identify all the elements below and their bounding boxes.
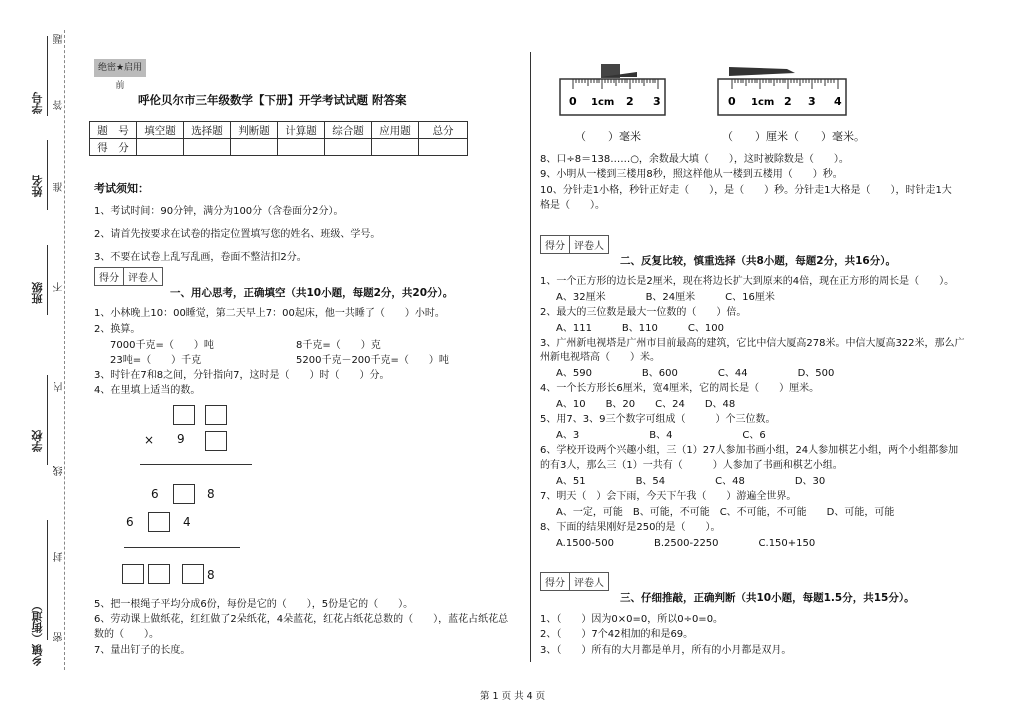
page-footer: 第 1 页 共 4 页 <box>480 691 546 702</box>
question: 8、口÷8＝138……○，余数最大填（ ），这时被除数是（ ）。 <box>540 154 849 165</box>
question: 2、换算。 <box>94 324 141 335</box>
question: 8、下面的结果刚好是250的是（ ）。 <box>540 522 721 533</box>
ruler-label: 2 <box>784 95 792 108</box>
nail <box>729 67 795 76</box>
question: 2、最大的三位数是最大一位数的（ ）倍。 <box>540 307 747 318</box>
question: 4、在里填上适当的数。 <box>94 385 201 396</box>
ruler-1 <box>560 64 665 115</box>
scorer-reviewer-label: 评卷人 <box>569 573 608 590</box>
class-blank <box>47 245 48 315</box>
ruler-answer: （ ）厘米（ ）毫米。 <box>722 130 865 143</box>
answer-box[interactable] <box>122 564 144 584</box>
ruler-label: 4 <box>834 95 842 108</box>
digit: 6 <box>151 487 159 501</box>
digit: 8 <box>207 568 215 582</box>
score-table <box>89 121 468 156</box>
scorer-reviewer-label: 评卷人 <box>123 268 162 285</box>
scorer-reviewer-label: 评卷人 <box>569 236 608 253</box>
confidential-stamp: 绝密★启用前 <box>94 59 146 77</box>
question: 7、量出钉子的长度。 <box>94 645 191 656</box>
choices: A.1500-500 B.2500-2250 C.150+150 <box>556 538 816 549</box>
scorer-score-label: 得分 <box>545 578 565 589</box>
question: 6、学校开设两个兴趣小组，三（1）27人参加书画小组，24人参加棋艺小组，两个小组都参加 <box>540 445 959 456</box>
answer-box[interactable] <box>182 564 204 584</box>
answer-box[interactable] <box>205 405 227 425</box>
score-input-cell[interactable] <box>184 139 231 156</box>
ruler-2 <box>718 67 846 115</box>
town-blank <box>47 520 48 640</box>
digit: 6 <box>126 515 134 529</box>
question: 4、一个长方形长6厘米，宽4厘米，它的周长是（ ）厘米。 <box>540 383 820 394</box>
score-cell: 计算题 <box>278 122 325 139</box>
choices: A、3 B、4 C、6 <box>556 430 766 441</box>
school-label: 学校 <box>31 430 44 452</box>
name-label: 姓名 <box>31 175 44 197</box>
ruler-label: 2 <box>626 95 634 108</box>
name-blank <box>47 140 48 210</box>
answer-box[interactable] <box>173 405 195 425</box>
answer-box[interactable] <box>173 484 195 504</box>
question-part: 7000千克=（ ）吨 <box>110 340 214 351</box>
ruler-label: 0 <box>728 95 736 108</box>
question-part: 8千克=（ ）克 <box>296 340 381 351</box>
score-cell: 总分 <box>419 122 468 139</box>
scorer-score-label: 得分 <box>545 241 565 252</box>
section2-title: 二、反复比较，慎重选择（共8小题，每题2分，共16分）。 <box>620 255 896 267</box>
digit: 9 <box>177 432 185 446</box>
question: 7、明天（ ）会下雨，今天下午我（ ）游遍全世界。 <box>540 491 797 502</box>
question-part: 23吨=（ ）千克 <box>110 355 202 366</box>
question: 5、用7、3、9三个数字可组成（ ）个三位数。 <box>540 414 776 425</box>
calc-line <box>140 464 252 465</box>
score-input-cell[interactable] <box>137 139 184 156</box>
question: 1、小林晚上10：00睡觉，第二天早上7：00起床，他一共睡了（ ）小时。 <box>94 308 445 319</box>
digit: 8 <box>207 487 215 501</box>
school-blank <box>47 375 48 465</box>
question: 3、广州新电视塔是广州市目前最高的建筑，它比中信大厦高278米。中信大厦高322米，那么广 <box>540 338 965 349</box>
ruler-answer: （ ）毫米 <box>575 130 641 143</box>
page-title: 呼伦贝尔市三年级数学【下册】开学考试试题 附答案 <box>138 93 407 107</box>
seal-char: 题 <box>54 34 65 44</box>
town-label: 乡镇（街道） <box>31 600 44 666</box>
seal-char: 线 <box>54 466 65 476</box>
question: 3、（ ）所有的大月都是单月，所有的小月都是双月。 <box>540 645 792 656</box>
answer-box[interactable] <box>148 512 170 532</box>
calc-line <box>124 547 240 548</box>
scorer-box <box>94 267 163 286</box>
answer-box[interactable] <box>205 431 227 451</box>
ruler-label: 1cm <box>751 97 775 108</box>
ruler-label: 1cm <box>591 97 615 108</box>
question: 州新电视塔高（ ）米。 <box>540 352 660 363</box>
binding-line <box>64 30 65 670</box>
question: 9、小明从一楼到三楼用8秒，照这样他从一楼到五楼用（ ）秒。 <box>540 169 843 180</box>
digit: 4 <box>183 515 191 529</box>
score-input-cell[interactable] <box>419 139 468 156</box>
rulers-figure <box>555 55 880 125</box>
question: 10、分针走1小格，秒针正好走（ ），是（ ）秒。分针走1大格是（ ），时针走1大 <box>540 185 952 196</box>
question: 2、（ ）7个42相加的和是69。 <box>540 629 694 640</box>
notice-item: 2、请首先按要求在试卷的指定位置填写您的姓名、班级、学号。 <box>94 229 381 240</box>
notice-item: 3、不要在试卷上乱写乱画，卷面不整洁扣2分。 <box>94 252 307 263</box>
seal-char: 不 <box>54 282 65 292</box>
notice-title: 考试须知： <box>94 182 149 195</box>
notice-item: 1、考试时间：90分钟，满分为100分（含卷面分2分）。 <box>94 206 344 217</box>
scorer-box <box>540 572 609 591</box>
question: 格是（ ）。 <box>540 200 605 211</box>
score-cell: 综合题 <box>325 122 372 139</box>
choices: A、51 B、54 C、48 D、30 <box>556 476 826 487</box>
score-cell: 题 号 <box>90 122 137 139</box>
scorer-score-label: 得分 <box>99 273 119 284</box>
seal-char: 答 <box>54 100 65 110</box>
seal-char: 密 <box>54 632 65 642</box>
student-id-label: 学号 <box>31 92 44 114</box>
choices: A、590 B、600 C、44 D、500 <box>556 368 835 379</box>
score-table-header-row <box>90 122 468 139</box>
student-id-blank <box>47 36 48 116</box>
question-part: 5200千克－200千克=（ ）吨 <box>296 355 449 366</box>
score-cell: 填空题 <box>137 122 184 139</box>
class-label: 班级 <box>31 282 44 304</box>
section3-title: 三、仔细推敲，正确判断（共10小题，每题1.5分，共15分）。 <box>620 592 915 604</box>
question: 6、劳动课上做纸花，红红做了2朵纸花，4朵蓝花，红花占纸花总数的（ ），蓝花占纸花总 <box>94 614 509 625</box>
ruler-label: 3 <box>808 95 816 108</box>
choices: A、32厘米 B、24厘米 C、16厘米 <box>556 292 775 303</box>
question: 3、时针在7和8之间，分针指向7，这时是（ ）时（ ）分。 <box>94 370 390 381</box>
question: 1、一个正方形的边长是2厘米，现在将边长扩大到原来的4倍，现在正方形的周长是（ ）。 <box>540 276 955 287</box>
score-cell: 判断题 <box>231 122 278 139</box>
score-input-cell[interactable] <box>372 139 419 156</box>
score-input-cell[interactable] <box>325 139 372 156</box>
answer-box[interactable] <box>148 564 170 584</box>
question: 5、把一根绳子平均分成6份，每份是它的（ ），5份是它的（ ）。 <box>94 599 414 610</box>
question: 数的（ ）。 <box>94 629 159 640</box>
ruler-body <box>718 79 846 115</box>
choices: A、111 B、110 C、100 <box>556 323 724 334</box>
score-input-cell[interactable] <box>231 139 278 156</box>
column-divider <box>530 52 531 662</box>
seal-char: 封 <box>54 552 65 562</box>
question: 的有3人，那么三（1）一共有（ ）人参加了书画和棋艺小组。 <box>540 460 843 471</box>
score-cell: 得 分 <box>90 139 137 156</box>
ruler-label: 3 <box>653 95 661 108</box>
seal-char: 准 <box>54 182 65 192</box>
choices: A、10 B、20 C、24 D、48 <box>556 399 736 410</box>
choices: A、一定，可能 B、可能，不可能 C、不可能，不可能 D、可能，可能 <box>556 507 895 518</box>
score-cell: 应用题 <box>372 122 419 139</box>
score-cell: 选择题 <box>184 122 231 139</box>
question: 1、（ ）因为0×0=0，所以0÷0=0。 <box>540 614 724 625</box>
multiply-sign: × <box>144 433 155 447</box>
score-input-cell[interactable] <box>278 139 325 156</box>
section1-title: 一、用心思考，正确填空（共10小题，每题2分，共20分）。 <box>170 287 454 299</box>
seal-char: 内 <box>54 382 65 392</box>
scorer-box <box>540 235 609 254</box>
ruler-label: 0 <box>569 95 577 108</box>
score-table-score-row <box>90 139 468 156</box>
